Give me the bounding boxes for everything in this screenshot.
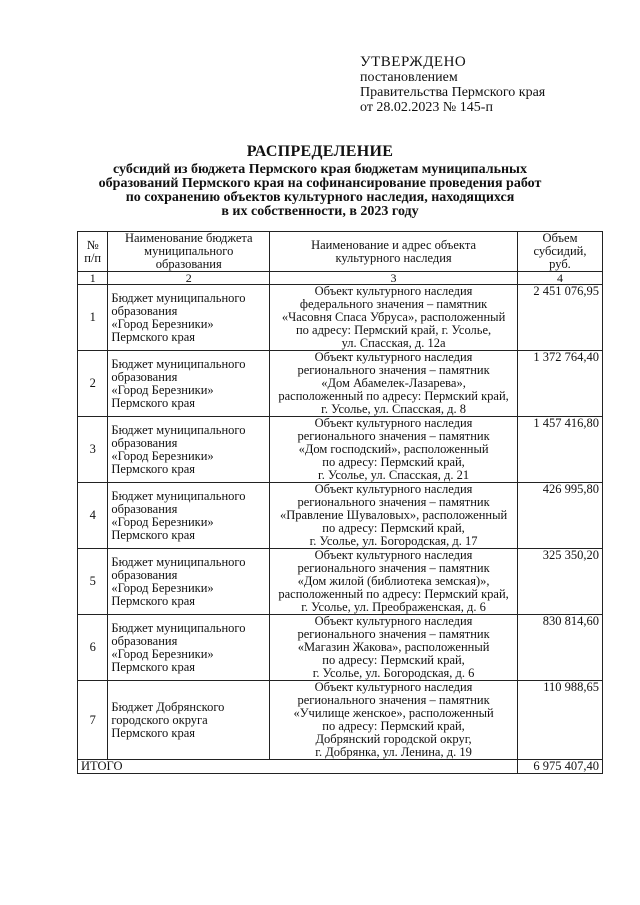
object-description xyxy=(270,483,518,549)
object-line: по адресу: Пермский край, г. Усолье, xyxy=(295,323,492,337)
header-text: Наименование бюджета xyxy=(124,231,253,245)
object-description xyxy=(270,351,518,417)
budget-line: Пермского края xyxy=(111,659,195,674)
subsidy-amount: 830 814,60 xyxy=(517,615,602,681)
budget-line: «Город Березники» xyxy=(111,646,214,661)
subsidy-table xyxy=(77,231,603,774)
header-text: субсидий, xyxy=(533,244,587,258)
table-row xyxy=(78,351,603,417)
object-line: г. Усолье, ул. Преображенская, д. 6 xyxy=(301,600,486,614)
budget-line: Бюджет муниципального xyxy=(111,356,246,371)
header-budget xyxy=(108,232,270,272)
table-row xyxy=(78,483,603,549)
subsidy-amount: 1 457 416,80 xyxy=(517,417,602,483)
budget-name xyxy=(108,483,270,549)
column-number: 1 xyxy=(78,272,108,285)
object-line: Объект культурного наследия xyxy=(314,482,473,496)
object-line: регионального значения – памятник xyxy=(297,429,490,443)
object-line: по адресу: Пермский край, xyxy=(322,719,465,733)
object-description xyxy=(270,615,518,681)
object-line: регионального значения – памятник xyxy=(297,363,490,377)
total-row xyxy=(78,760,603,774)
object-line: регионального значения – памятник xyxy=(297,693,490,707)
approval-line: Правительства Пермского края xyxy=(360,85,546,100)
approval-stamp xyxy=(360,55,630,115)
header-text: № xyxy=(86,237,99,252)
budget-name xyxy=(108,549,270,615)
document-title: РАСПРЕДЕЛЕНИЕ xyxy=(246,143,394,160)
object-line: «Магазин Жакова», расположенный xyxy=(297,640,490,654)
subsidy-amount: 2 451 076,95 xyxy=(517,285,602,351)
row-number: 5 xyxy=(78,549,108,615)
subsidy-amount: 426 995,80 xyxy=(517,483,602,549)
budget-line: образования xyxy=(111,633,178,648)
table-row xyxy=(78,615,603,681)
subtitle-line: образований Пермского края на софинансирование проведения работ xyxy=(98,176,542,191)
header-amount xyxy=(517,232,602,272)
object-line: «Правление Шуваловых», расположенный xyxy=(279,508,508,522)
header-text: Наименование и адрес объекта xyxy=(311,237,476,252)
budget-line: Бюджет Добрянского xyxy=(111,699,225,714)
header-object xyxy=(270,232,518,272)
object-line: «Училище женское», расположенный xyxy=(293,706,494,720)
row-number: 2 xyxy=(78,351,108,417)
object-line: «Дом Абамелек-Лазарева», xyxy=(321,376,466,390)
budget-line: Пермского края xyxy=(111,725,195,740)
object-line: Объект культурного наследия xyxy=(314,548,473,562)
header-text: муниципального xyxy=(144,244,234,258)
budget-name xyxy=(108,351,270,417)
object-line: по адресу: Пермский край, xyxy=(322,521,465,535)
object-line: «Дом жилой (библиотека земская)», xyxy=(297,574,490,588)
object-description xyxy=(270,549,518,615)
document-subtitle xyxy=(80,163,560,219)
subsidy-amount: 1 372 764,40 xyxy=(517,351,602,417)
column-number-row xyxy=(78,272,603,285)
row-number: 4 xyxy=(78,483,108,549)
budget-line: Пермского края xyxy=(111,527,195,542)
budget-line: образования xyxy=(111,369,178,384)
header-text: п/п xyxy=(84,250,102,265)
approval-line: от 28.02.2023 № 145-п xyxy=(360,100,493,115)
column-number: 4 xyxy=(517,272,602,285)
object-line: регионального значения – памятник xyxy=(297,627,490,641)
table-header-row xyxy=(78,232,603,272)
row-number: 1 xyxy=(78,285,108,351)
object-description xyxy=(270,285,518,351)
object-line: «Часовня Спаса Убруса», расположенный xyxy=(281,310,506,324)
budget-line: Пермского края xyxy=(111,329,195,344)
object-line: Объект культурного наследия xyxy=(314,614,473,628)
approval-line: постановлением xyxy=(360,70,458,85)
budget-name xyxy=(108,417,270,483)
budget-line: Бюджет муниципального xyxy=(111,290,246,305)
total-amount: 6 975 407,40 xyxy=(517,760,602,774)
header-text: культурного наследия xyxy=(335,250,452,265)
budget-line: Пермского края xyxy=(111,395,195,410)
object-line: г. Усолье, ул. Спасская, д. 8 xyxy=(321,402,466,416)
budget-line: Пермского края xyxy=(111,461,195,476)
total-label: ИТОГО xyxy=(78,760,518,774)
header-text: образования xyxy=(155,257,222,271)
table-row xyxy=(78,681,603,760)
budget-line: «Город Березники» xyxy=(111,514,214,529)
header-text: Объем xyxy=(542,231,578,245)
object-line: по адресу: Пермский край, xyxy=(322,653,465,667)
budget-line: Бюджет муниципального xyxy=(111,620,246,635)
object-line: г. Усолье, ул. Богородская, д. 6 xyxy=(312,666,475,680)
table-row xyxy=(78,285,603,351)
row-number: 7 xyxy=(78,681,108,760)
budget-line: образования xyxy=(111,303,178,318)
column-number: 3 xyxy=(270,272,518,285)
budget-line: «Город Березники» xyxy=(111,580,214,595)
row-number: 6 xyxy=(78,615,108,681)
budget-line: Пермского края xyxy=(111,593,195,608)
object-line: «Дом господский», расположенный xyxy=(298,442,489,456)
budget-line: Бюджет муниципального xyxy=(111,422,246,437)
budget-line: Бюджет муниципального xyxy=(111,488,246,503)
object-line: Объект культурного наследия xyxy=(314,680,473,694)
object-line: по адресу: Пермский край, xyxy=(322,455,465,469)
budget-line: Бюджет муниципального xyxy=(111,554,246,569)
subtitle-line: по сохранению объектов культурного наследия, находящихся xyxy=(125,190,515,205)
object-line: расположенный по адресу: Пермский край, xyxy=(278,587,509,601)
budget-line: образования xyxy=(111,435,178,450)
table-row xyxy=(78,417,603,483)
object-line: г. Усолье, ул. Богородская, д. 17 xyxy=(309,534,478,548)
object-line: г. Усолье, ул. Спасская, д. 21 xyxy=(318,468,470,482)
budget-line: «Город Березники» xyxy=(111,448,214,463)
header-number xyxy=(78,232,108,272)
budget-name xyxy=(108,681,270,760)
object-line: регионального значения – памятник xyxy=(297,495,490,509)
budget-line: образования xyxy=(111,501,178,516)
object-line: Объект культурного наследия xyxy=(314,284,473,298)
budget-line: «Город Березники» xyxy=(111,316,214,331)
object-description xyxy=(270,417,518,483)
budget-line: образования xyxy=(111,567,178,582)
table-row xyxy=(78,549,603,615)
object-line: Добрянский городской округ, xyxy=(315,732,472,746)
column-number: 2 xyxy=(108,272,270,285)
object-line: федерального значения – памятник xyxy=(299,297,488,311)
budget-line: «Город Березники» xyxy=(111,382,214,397)
object-line: Объект культурного наследия xyxy=(314,416,473,430)
subsidy-amount: 110 988,65 xyxy=(517,681,602,760)
header-text: руб. xyxy=(549,257,571,271)
subtitle-line: субсидий из бюджета Пермского края бюджетам муниципальных xyxy=(113,162,527,177)
budget-name xyxy=(108,615,270,681)
object-line: регионального значения – памятник xyxy=(297,561,490,575)
subsidy-amount: 325 350,20 xyxy=(517,549,602,615)
subtitle-line: в их собственности, в 2023 году xyxy=(221,204,419,219)
object-line: г. Добрянка, ул. Ленина, д. 19 xyxy=(315,745,472,759)
row-number: 3 xyxy=(78,417,108,483)
object-line: расположенный по адресу: Пермский край, xyxy=(278,389,509,403)
object-line: ул. Спасская, д. 12а xyxy=(341,336,446,350)
approval-heading: УТВЕРЖДЕНО xyxy=(360,54,467,70)
budget-name xyxy=(108,285,270,351)
budget-line: городского округа xyxy=(111,712,208,727)
object-line: Объект культурного наследия xyxy=(314,350,473,364)
object-description xyxy=(270,681,518,760)
